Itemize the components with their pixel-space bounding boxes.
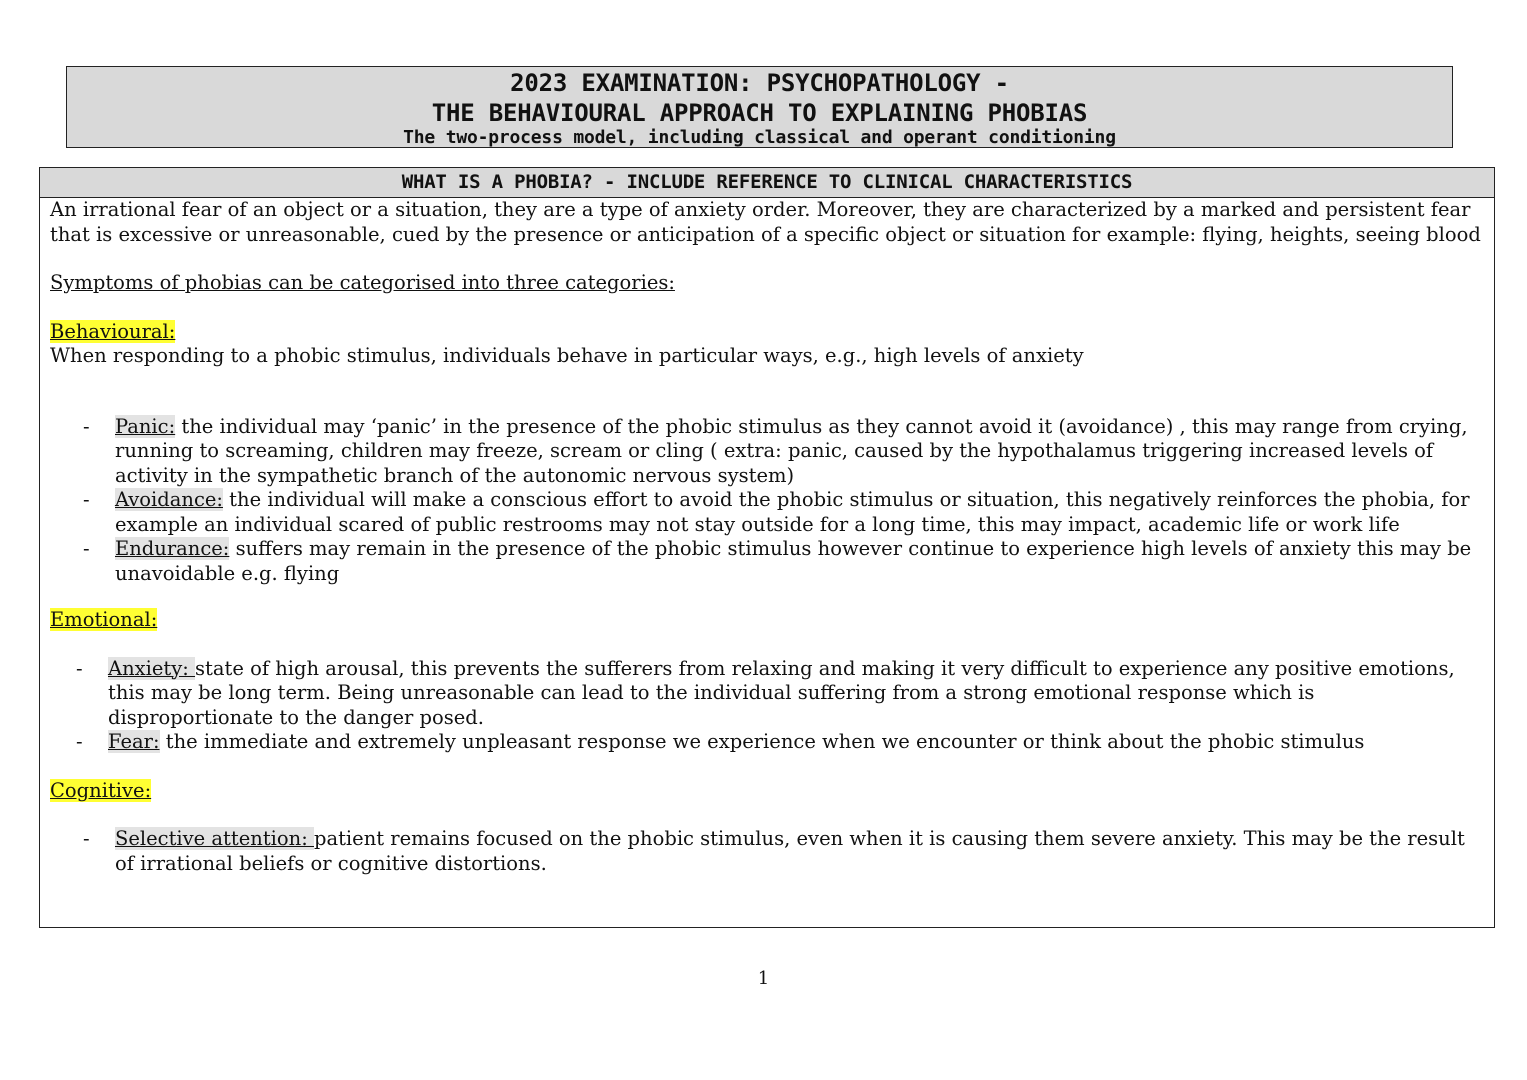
term-avoidance: Avoidance: <box>115 488 223 511</box>
dash-bullet: - <box>76 656 83 680</box>
phobia-section <box>39 167 1495 928</box>
term-endurance: Endurance: <box>115 537 230 560</box>
behavioural-heading: Behavioural: <box>50 319 176 343</box>
title-box <box>66 66 1453 148</box>
text-selective-attention: patient remains focused on the phobic stimulus, even when it is causing them severe anxiety. This may be the result of irrational beliefs or cognitive distortions. <box>115 827 1465 875</box>
term-anxiety: Anxiety: <box>108 656 196 680</box>
cognitive-heading: Cognitive: <box>50 778 152 802</box>
list-item-panic <box>50 415 1484 489</box>
text-anxiety: state of high arousal, this prevents the sufferers from relaxing and making it very difficult to experience any positive emotions, this may be long term. Being unreasonable can lead to the individual suffering from a strong emotional response which is disproportionate to the danger posed. <box>108 656 1455 729</box>
text-endurance: suffers may remain in the presence of the phobic stimulus however continue to experience high levels of anxiety this may be unavoidable e.g. flying <box>115 537 1472 585</box>
list-item-endurance <box>50 537 1484 586</box>
dash-bullet: - <box>83 537 90 560</box>
document-title-line-2: THE BEHAVIOURAL APPROACH TO EXPLAINING PHOBIAS <box>431 99 1088 127</box>
dash-bullet: - <box>83 827 90 850</box>
list-item-selective-attention <box>50 827 1484 876</box>
term-selective-attention: Selective attention: <box>115 827 314 850</box>
emotional-list <box>50 657 1484 755</box>
cognitive-list <box>50 827 1484 876</box>
text-panic: the individual may ‘panic’ in the presence of the phobic stimulus as they cannot avoid it (avoidance) , this may range from crying, running to screaming, children may freeze, scream or cling ( extra: panic, caused by the hypothalamus triggering increased levels of activity in the sympathetic branch of the autonomic nervous system) <box>115 414 1468 487</box>
dash-bullet: - <box>76 730 83 753</box>
text-avoidance: the individual will make a conscious effort to avoid the phobic stimulus or situation, this negatively reinforces the phobia, for example an individual scared of public restrooms may not stay outside for a long time, this may impact, academic life or work life <box>115 488 1470 536</box>
symptoms-heading: Symptoms of phobias can be categorised into three categories: <box>50 271 675 294</box>
list-item-avoidance <box>50 488 1484 537</box>
intro-paragraph: An irrational fear of an object or a situation, they are a type of anxiety order. Moreover, they are characterized by a marked and persistent fear that is excessive or unreasonable, cued by the presence or anticipation of a specific object or situation for example: flying, heights, seeing blood <box>50 198 1481 246</box>
behavioural-list <box>50 415 1484 587</box>
dash-bullet: - <box>83 488 90 511</box>
page-number: 1 <box>757 968 770 989</box>
section-heading: WHAT IS A PHOBIA? - INCLUDE REFERENCE TO CLINICAL CHARACTERISTICS <box>40 168 1494 198</box>
term-fear: Fear: <box>108 730 160 753</box>
term-panic: Panic: <box>115 414 176 438</box>
list-item-fear <box>50 730 1484 755</box>
text-fear: the immediate and extremely unpleasant response we experience when we encounter or think about the phobic stimulus <box>159 730 1365 753</box>
document-title-line-1: 2023 EXAMINATION: PSYCHOPATHOLOGY - <box>510 69 1009 97</box>
dash-bullet: - <box>83 414 90 438</box>
list-item-anxiety <box>50 657 1484 731</box>
emotional-heading: Emotional: <box>50 608 158 631</box>
section-content <box>40 198 1494 876</box>
document-subtitle: The two-process model, including classical and operant conditioning <box>403 127 1116 148</box>
behavioural-description: When responding to a phobic stimulus, individuals behave in particular ways, e.g., high levels of anxiety <box>50 344 1084 367</box>
